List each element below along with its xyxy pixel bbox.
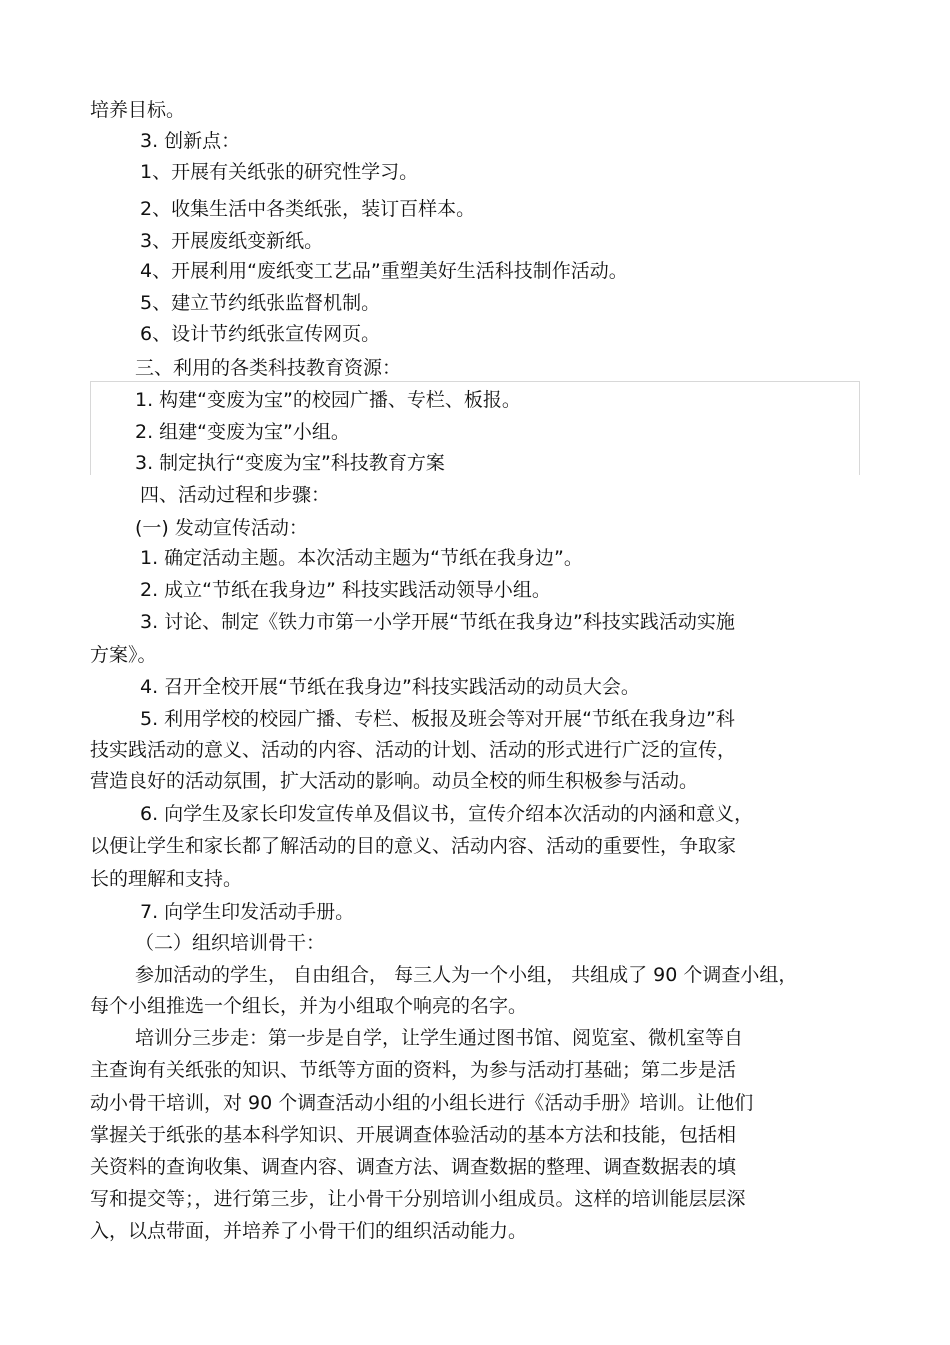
text-line: 掌握关于纸张的基本科学知识、开展调查体验活动的基本方法和技能，包括相 [90, 1124, 737, 1146]
text-line: 1. 构建“变废为宝”的校园广播、专栏、板报。 [135, 389, 521, 411]
text-line: 2、收集生活中各类纸张，装订百样本。 [140, 198, 476, 220]
text-line: 2. 组建“变废为宝”小组。 [135, 421, 350, 443]
text-line: 1、开展有关纸张的研究性学习。 [140, 161, 419, 183]
text-line: 4、开展利用“废纸变工艺品”重塑美好生活科技制作活动。 [140, 260, 628, 282]
text-line: 6、设计节约纸张宣传网页。 [140, 323, 381, 345]
text-line: 3. 制定执行“变废为宝”科技教育方案 [135, 452, 445, 474]
text-line: 培养目标。 [90, 99, 186, 121]
text-line: 入，以点带面，并培养了小骨干们的组织活动能力。 [90, 1220, 528, 1242]
section-heading: 四、活动过程和步骤： [140, 484, 331, 506]
text-line: 长的理解和支持。 [90, 868, 243, 890]
text-line: 营造良好的活动氛围，扩大活动的影响。动员全校的师生积极参与活动。 [90, 770, 699, 792]
subsection-heading: （二）组织培训骨干： [135, 932, 326, 954]
text-line: 7. 向学生印发活动手册。 [140, 901, 355, 923]
text-line: 方案》。 [90, 644, 157, 666]
text-line: 5、建立节约纸张监督机制。 [140, 292, 381, 314]
text-line: 5. 利用学校的校园广播、专栏、板报及班会等对开展“节纸在我身边”科 [140, 708, 735, 730]
text-line: 4. 召开全校开展“节纸在我身边”科技实践活动的动员大会。 [140, 676, 640, 698]
text-line: 动小骨干培训，对 90 个调查活动小组的小组长进行《活动手册》培训。让他们 [90, 1092, 754, 1114]
text-line: 3. 讨论、制定《铁力市第一小学开展“节纸在我身边”科技实践活动实施 [140, 611, 735, 633]
text-line: 3、开展废纸变新纸。 [140, 230, 324, 252]
text-line: 以便让学生和家长都了解活动的目的意义、活动内容、活动的重要性，争取家 [90, 835, 737, 857]
section-heading: 三、利用的各类科技教育资源： [135, 357, 402, 379]
text-line: 3. 创新点： [140, 130, 241, 152]
text-line: 主查询有关纸张的知识、节纸等方面的资料，为参与活动打基础；第二步是活 [90, 1059, 737, 1081]
text-line: 技实践活动的意义、活动的内容、活动的计划、活动的形式进行广泛的宣传， [90, 739, 737, 761]
text-line: 6. 向学生及家长印发宣传单及倡议书，宣传介绍本次活动的内涵和意义， [140, 803, 754, 825]
text-line: 写和提交等；，进行第三步，让小骨干分别培训小组成员。这样的培训能层层深 [90, 1188, 746, 1210]
text-line: 参加活动的学生， 自由组合， 每三人为一个小组， 共组成了 90 个调查小组， [135, 964, 798, 986]
text-line: 每个小组推选一个组长，并为小组取个响亮的名字。 [90, 995, 528, 1017]
text-line: 1. 确定活动主题。本次活动主题为“节纸在我身边”。 [140, 547, 583, 569]
text-line: 培训分三步走：第一步是自学，让学生通过图书馆、阅览室、微机室等自 [135, 1027, 744, 1049]
text-line: 2. 成立“节纸在我身边” 科技实践活动领导小组。 [140, 579, 551, 601]
subsection-heading: (一) 发动宣传活动： [135, 517, 308, 539]
text-line: 关资料的查询收集、调查内容、调查方法、调查数据的整理、调查数据表的填 [90, 1156, 737, 1178]
